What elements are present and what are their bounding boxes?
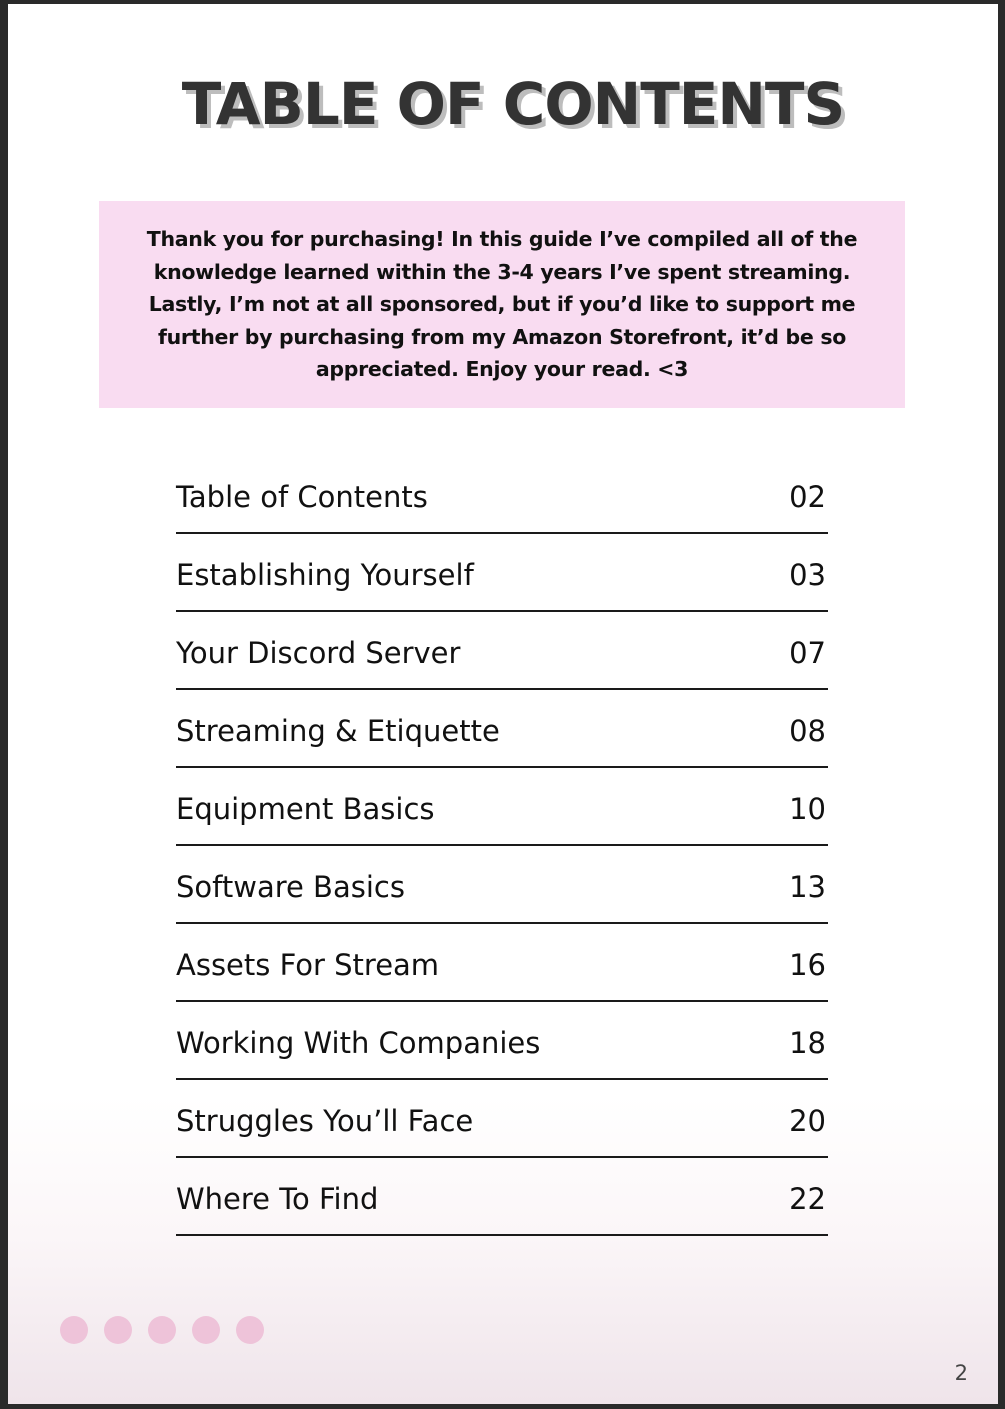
toc-label: Struggles You’ll Face [176,1104,474,1138]
toc-row[interactable] [176,1002,828,1080]
toc-row[interactable] [176,846,828,924]
toc-label: Assets For Stream [176,948,440,982]
intro-box [99,201,905,408]
decorative-dots [60,1316,264,1344]
toc-label: Establishing Yourself [176,558,474,592]
toc-page-number: 16 [789,948,826,982]
toc-row[interactable] [176,612,828,690]
page-title: TABLE OF CONTENTS [181,70,845,138]
dot-icon [60,1316,88,1344]
dot-icon [192,1316,220,1344]
table-of-contents [176,456,828,1236]
dot-icon [236,1316,264,1344]
toc-row[interactable] [176,534,828,612]
dot-icon [104,1316,132,1344]
toc-row[interactable] [176,690,828,768]
toc-row[interactable] [176,456,828,534]
toc-page-number: 13 [789,870,826,904]
toc-page-number: 07 [789,636,826,670]
toc-label: Where To Find [176,1182,379,1216]
toc-label: Software Basics [176,870,405,904]
toc-row[interactable] [176,768,828,846]
toc-page-number: 18 [789,1026,826,1060]
toc-label: Streaming & Etiquette [176,714,500,748]
toc-row[interactable] [176,1080,828,1158]
toc-page-number: 10 [789,792,826,826]
dot-icon [148,1316,176,1344]
toc-page-number: 22 [789,1182,826,1216]
intro-text: Thank you for purchasing! In this guide I’ve compiled all of the knowledge learned within the 3-4 years I’ve spent streaming. Lastly, I’m not at all sponsored, but if you’d like to support me further by purchasing from my Amazon Storefront, it’d be so appreciated. Enjoy your read. <3 [146,227,858,382]
toc-page-number: 20 [789,1104,826,1138]
toc-row[interactable] [176,1158,828,1236]
page-number: 2 [954,1361,968,1385]
toc-row[interactable] [176,924,828,1002]
toc-page-number: 02 [789,480,826,514]
toc-label: Your Discord Server [176,636,461,670]
document-page [8,4,998,1404]
toc-label: Table of Contents [176,480,428,514]
toc-label: Equipment Basics [176,792,435,826]
toc-label: Working With Companies [176,1026,541,1060]
toc-page-number: 03 [789,558,826,592]
toc-page-number: 08 [789,714,826,748]
